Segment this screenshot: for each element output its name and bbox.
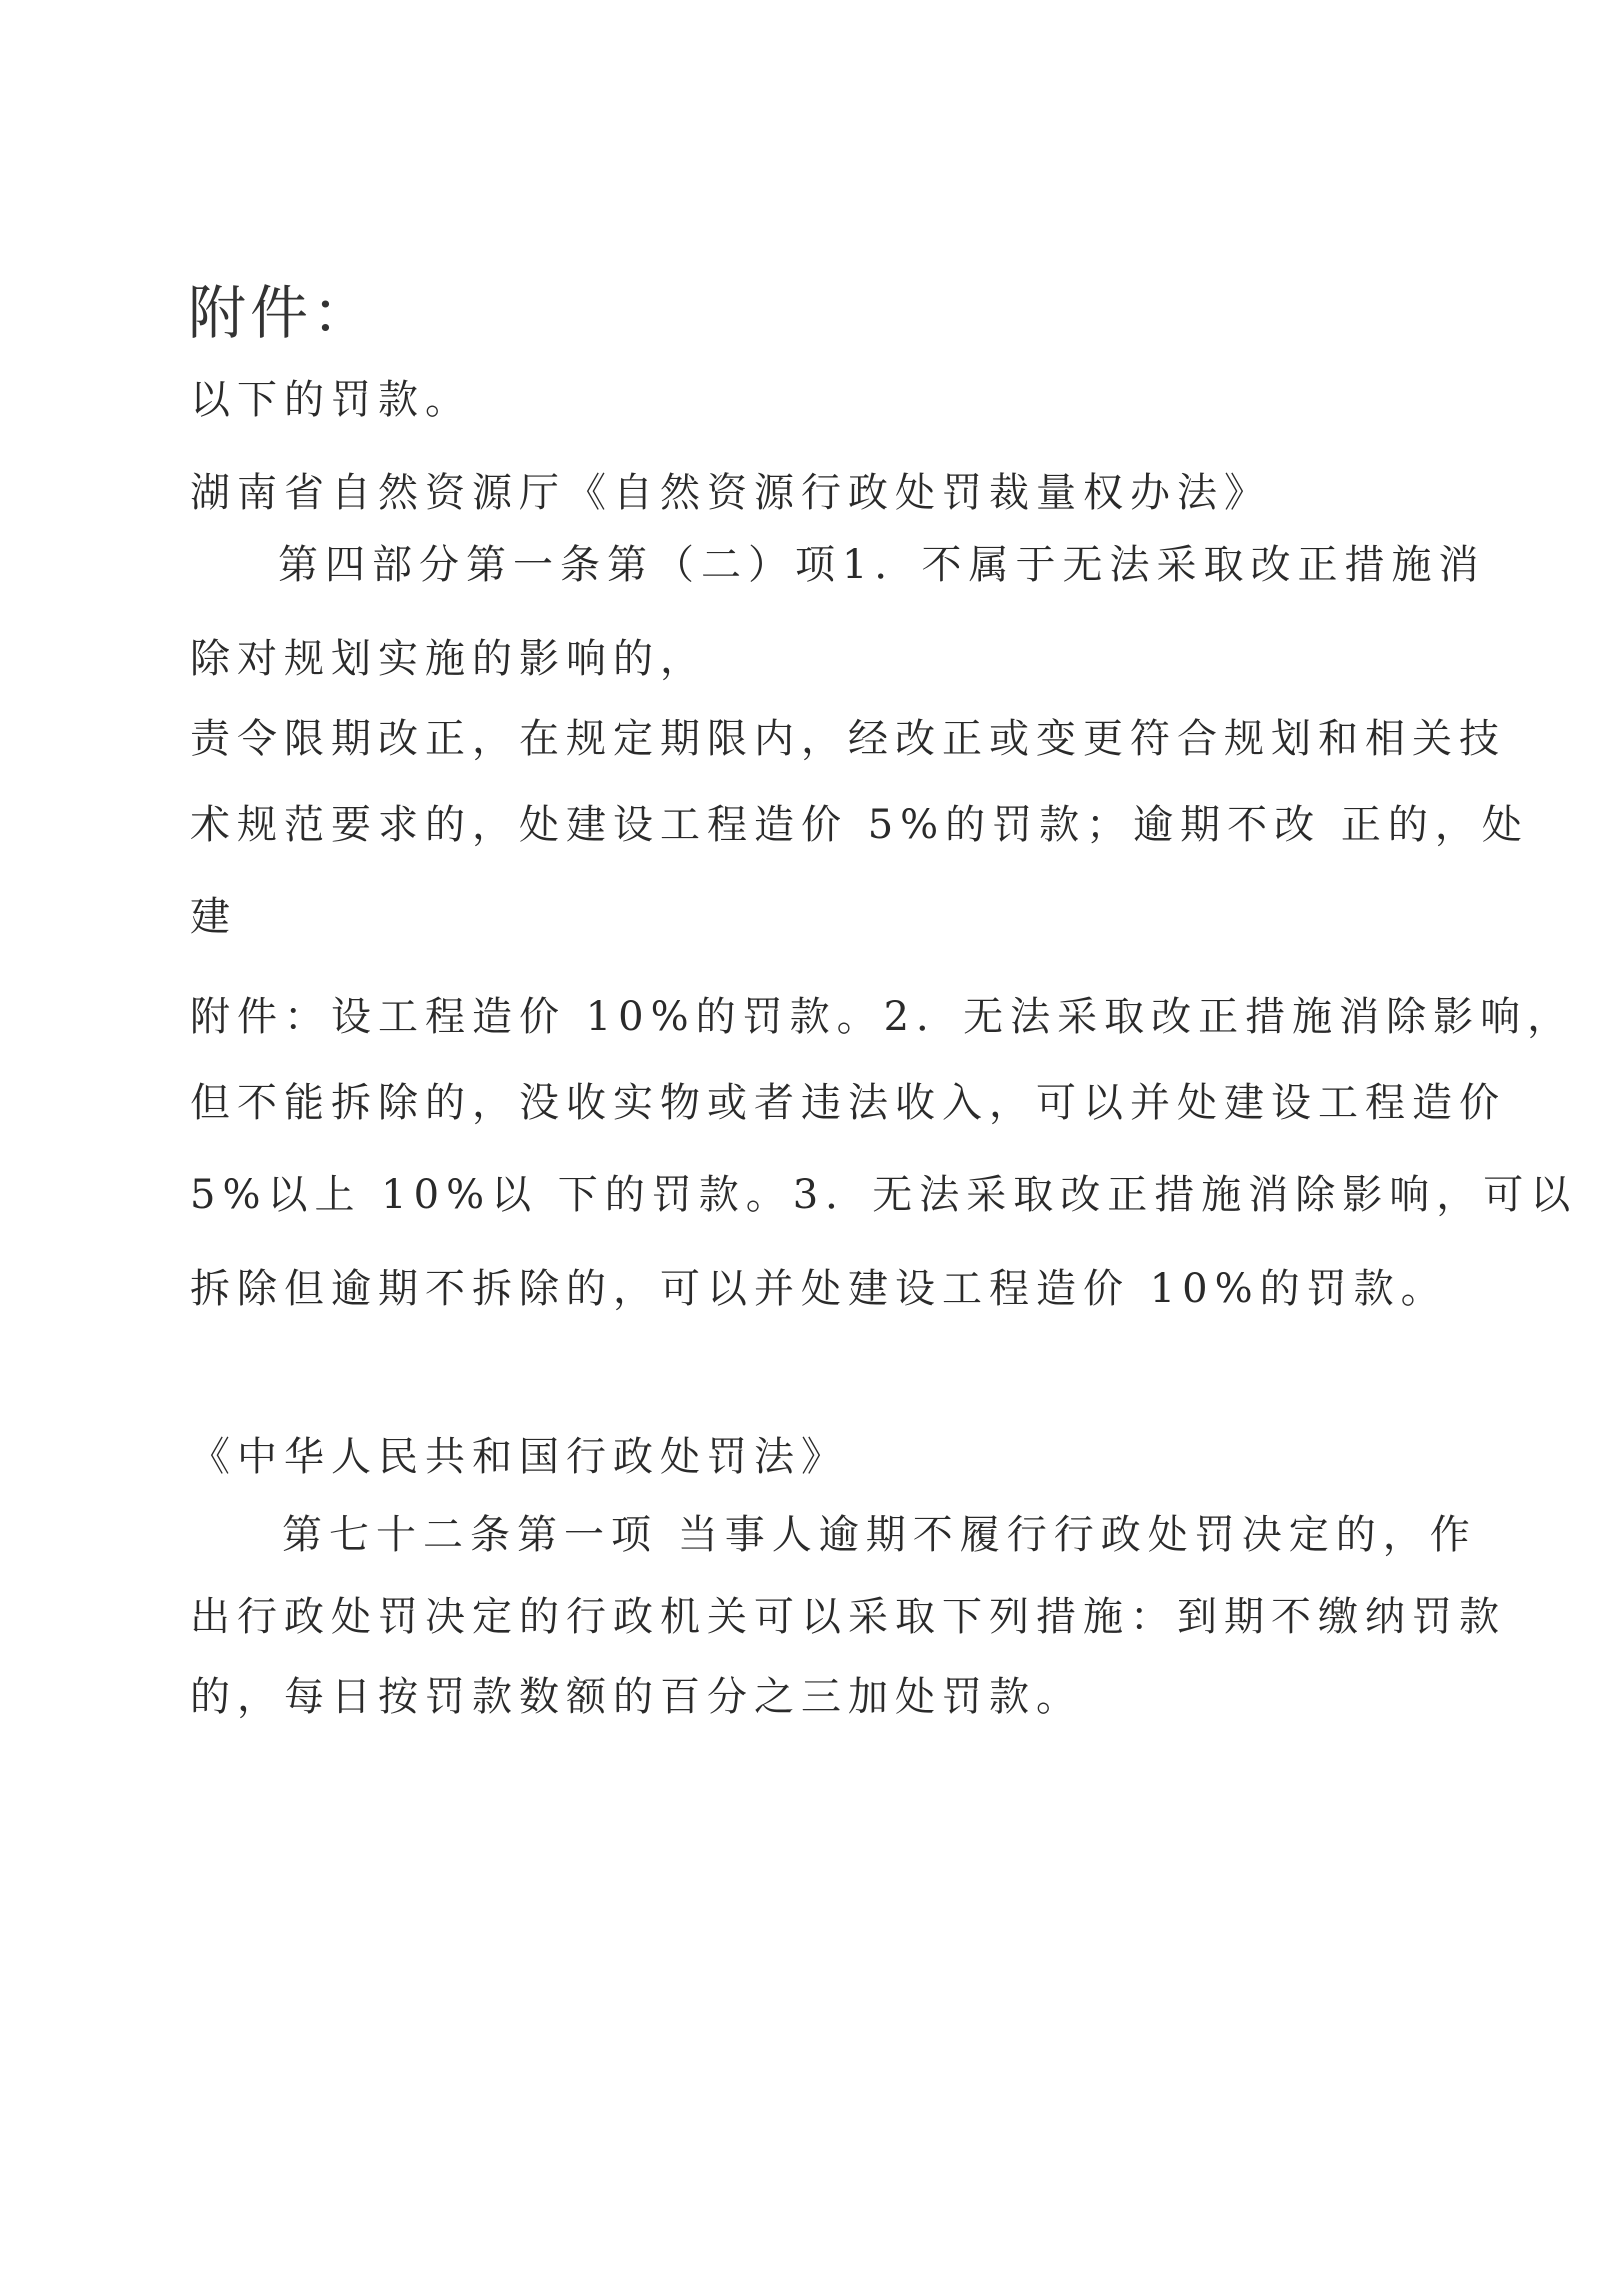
text-line-8: 附件：设工程造价 10%的罚款。2．无法采取改正措施消除影响， [190, 994, 1575, 1040]
text-line-13: 第七十二条第一项 当事人逾期不履行行政处罚决定的，作 [282, 1512, 1477, 1558]
text-line-15: 的，每日按罚款数额的百分之三加处罚款。 [190, 1674, 1083, 1720]
attachment-heading: 附件： [188, 279, 375, 347]
text-line-1: 以下的罚款。 [190, 377, 472, 423]
text-line-9: 但不能拆除的，没收实物或者违法收入，可以并处建设工程造价 [190, 1080, 1506, 1126]
text-line-7: 建 [190, 894, 237, 940]
text-line-6: 术规范要求的，处建设工程造价 5%的罚款；逾期不改 正的，处 [190, 802, 1529, 848]
text-line-14: 出行政处罚决定的行政机关可以采取下列措施：到期不缴纳罚款 [190, 1594, 1506, 1640]
regulation-title-hunan: 湖南省自然资源厅《自然资源行政处罚裁量权办法》 [190, 470, 1271, 516]
text-line-11: 拆除但逾期不拆除的，可以并处建设工程造价 10%的罚款。 [190, 1266, 1448, 1312]
text-line-3: 第四部分第一条第（二）项1．不属于无法采取改正措施消 [278, 542, 1486, 588]
text-line-5: 责令限期改正，在规定期限内，经改正或变更符合规划和相关技 [190, 716, 1506, 762]
text-line-10: 5%以上 10%以 下的罚款。3．无法采取改正措施消除影响，可以 [190, 1172, 1578, 1218]
text-line-4: 除对规划实施的影响的， [190, 636, 707, 682]
regulation-title-national: 《中华人民共和国行政处罚法》 [190, 1434, 848, 1480]
